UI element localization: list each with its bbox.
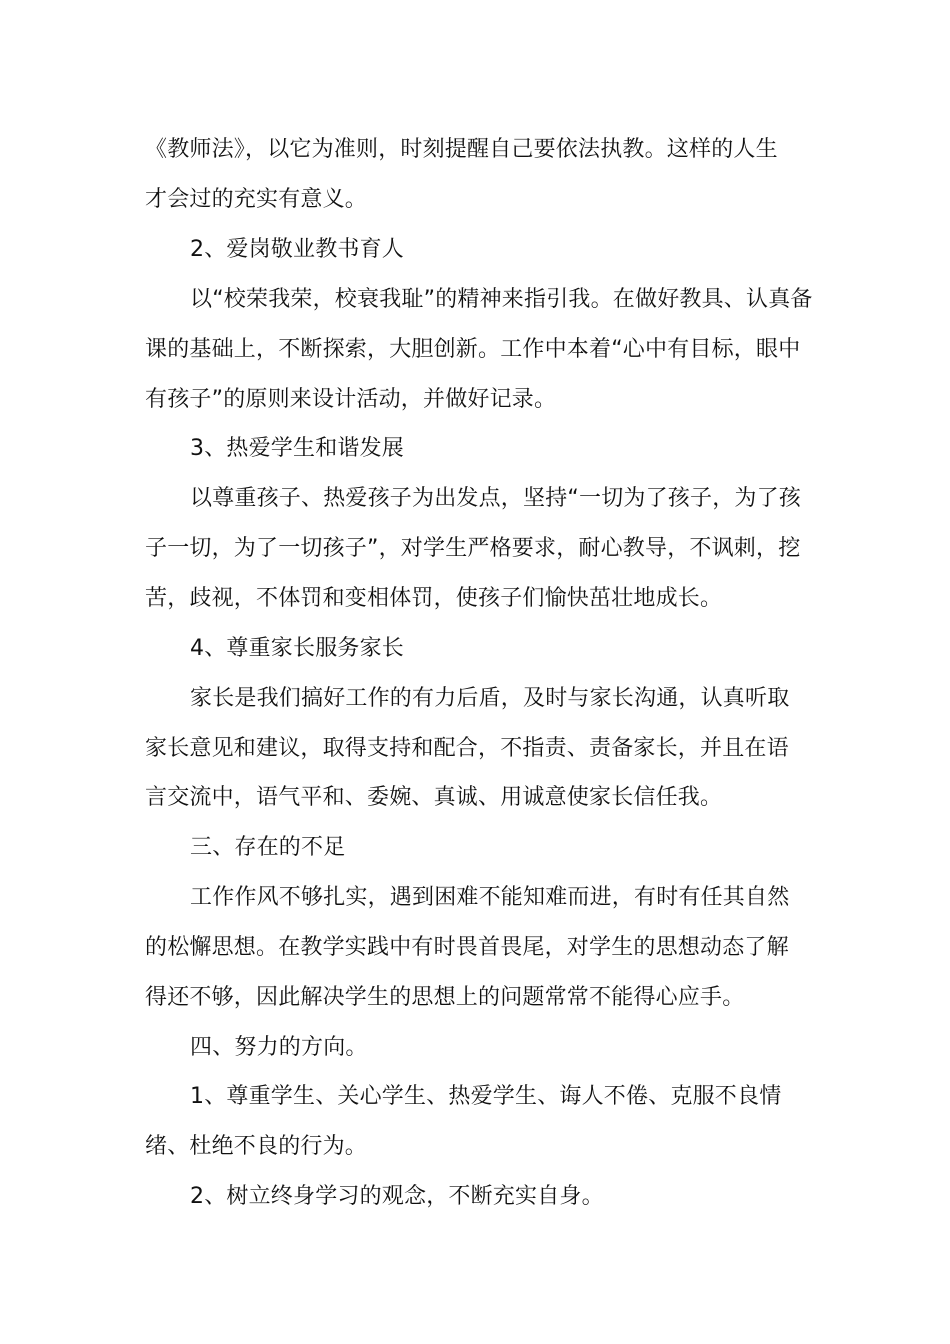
paragraph-line: 2、树立终身学习的观念，不断充实自身。 <box>190 1184 604 1209</box>
paragraph-line: 1、尊重学生、关心学生、热爱学生、诲人不倦、克服不良情 <box>190 1084 782 1109</box>
paragraph-line: 家长是我们搞好工作的有力后盾，及时与家长沟通，认真听取 <box>190 686 790 711</box>
paragraph-line: 家长意见和建议，取得支持和配合，不指责、责备家长，并且在语 <box>145 736 789 761</box>
paragraph-line: 绪、杜绝不良的行为。 <box>145 1134 368 1159</box>
paragraph-line: 的松懈思想。在教学实践中有时畏首畏尾，对学生的思想动态了解 <box>145 935 789 960</box>
paragraph-line: 得还不够，因此解决学生的思想上的问题常常不能得心应手。 <box>145 985 745 1010</box>
section-heading: 四、努力的方向。 <box>190 1035 368 1060</box>
paragraph-line: 工作作风不够扎实，遇到困难不能知难而进，有时有任其自然 <box>190 885 790 910</box>
paragraph-line: 苦，歧视，不体罚和变相体罚，使孩子们愉快茁壮地成长。 <box>145 586 723 611</box>
section-heading: 三、存在的不足 <box>190 835 346 860</box>
section-heading: 3、热爱学生和谐发展 <box>190 436 404 461</box>
paragraph-line: 有孩子”的原则来设计活动，并做好记录。 <box>145 387 557 412</box>
section-heading: 4、尊重家长服务家长 <box>190 636 404 661</box>
paragraph-line: 子一切，为了一切孩子”，对学生严格要求，耐心教导，不讽刺，挖 <box>145 536 801 561</box>
paragraph-line: 《教师法》，以它为准则，时刻提醒自己要依法执教。这样的人生 <box>145 137 778 162</box>
paragraph-line: 课的基础上，不断探索，大胆创新。工作中本着“心中有目标，眼中 <box>145 337 801 362</box>
section-heading: 2、爱岗敬业教书育人 <box>190 237 404 262</box>
paragraph-line: 言交流中，语气平和、委婉、真诚、用诚意使家长信任我。 <box>145 785 723 810</box>
paragraph-line: 以尊重孩子、热爱孩子为出发点，坚持“一切为了孩子，为了孩 <box>190 486 801 511</box>
paragraph-line: 以“校荣我荣，校衰我耻”的精神来指引我。在做好教具、认真备 <box>190 287 813 312</box>
paragraph-line: 才会过的充实有意义。 <box>145 187 368 212</box>
